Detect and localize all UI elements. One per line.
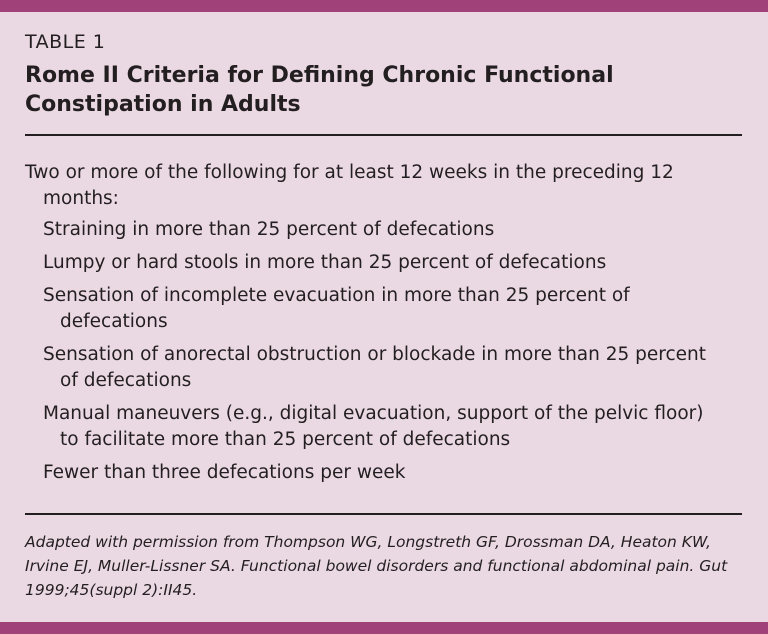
criteria-list (25, 217, 715, 486)
criteria-item: Manual maneuvers (e.g., digital evacuation, support of the pelvic floor) to facilitate more than 25 percent of defecations (43, 403, 704, 450)
criteria-item: Sensation of incomplete evacuation in more than 25 percent of defecations (43, 285, 630, 332)
title-divider (25, 134, 742, 136)
criteria-section (25, 160, 715, 493)
top-accent-bar (0, 0, 768, 12)
criteria-item: Lumpy or hard stools in more than 25 percent of defecations (43, 252, 607, 273)
criteria-item: Sensation of anorectal obstruction or blockade in more than 25 percent of defecations (43, 344, 707, 391)
table-label: TABLE 1 (25, 31, 106, 53)
criteria-intro: Two or more of the following for at least 12 weeks in the preceding 12 months: (25, 162, 674, 209)
bottom-accent-bar (0, 622, 768, 634)
source-footnote: Adapted with permission from Thompson WG, Longstreth GF, Drossman DA, Heaton KW, Irvine EJ, Muller-Lissner SA. Functional bowel disorders and functional abdominal pain. Gut 1999;45(suppl 2):II45. (25, 533, 728, 599)
footnote-divider (25, 513, 742, 515)
criteria-item: Straining in more than 25 percent of defecations (43, 219, 495, 240)
table-title: Rome II Criteria for Defining Chronic Functional Constipation in Adults (25, 63, 614, 117)
criteria-item: Fewer than three defecations per week (43, 462, 406, 483)
